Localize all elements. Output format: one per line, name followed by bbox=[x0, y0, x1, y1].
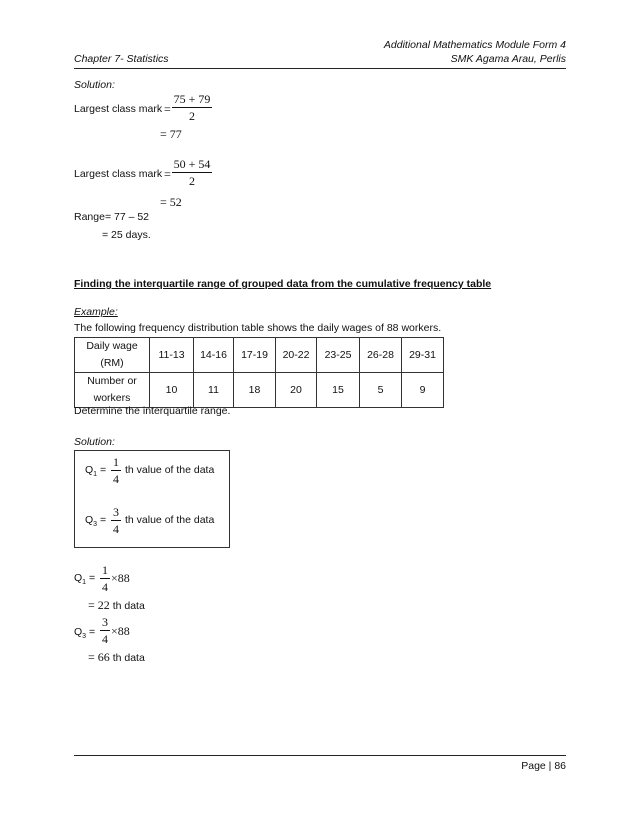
fraction-bar bbox=[172, 172, 212, 173]
q-equals: = bbox=[97, 514, 107, 526]
result-77: = 77 bbox=[160, 127, 182, 141]
fraction-denominator: 4 bbox=[102, 580, 108, 594]
q3-calc-label bbox=[74, 626, 95, 640]
footer-rule bbox=[74, 755, 566, 756]
row-header-line: Daily wage bbox=[86, 340, 138, 352]
table-row bbox=[75, 338, 444, 373]
q-subscript: 1 bbox=[93, 471, 98, 479]
q-equals: = bbox=[86, 572, 96, 584]
header-rule bbox=[74, 68, 566, 69]
fraction-denominator: 2 bbox=[189, 109, 195, 123]
frequency-cell: 20 bbox=[276, 373, 317, 408]
row-header-line: Number or bbox=[87, 375, 137, 387]
row-header-line: (RM) bbox=[100, 357, 124, 369]
q-letter: Q bbox=[85, 514, 94, 526]
fraction-numerator: 1 bbox=[113, 455, 119, 469]
frequency-cell: 15 bbox=[317, 373, 360, 408]
row-header-line: workers bbox=[93, 392, 131, 404]
fraction-bar bbox=[100, 578, 110, 579]
fraction-one-quarter bbox=[111, 455, 121, 486]
th-data-text: th data bbox=[112, 652, 145, 664]
frequency-cell: 9 bbox=[402, 373, 444, 408]
q3-result-value: = 66 bbox=[88, 650, 110, 664]
class-cell: 29-31 bbox=[402, 338, 444, 373]
class-cell: 14-16 bbox=[194, 338, 234, 373]
th-value-text: th value of the data bbox=[125, 514, 215, 526]
equals-sign: = bbox=[164, 102, 171, 116]
q-letter: Q bbox=[74, 626, 83, 638]
fraction-numerator: 75 + 79 bbox=[173, 92, 211, 106]
class-cell: 11-13 bbox=[150, 338, 194, 373]
page-number: Page | 86 bbox=[521, 760, 566, 772]
th-data-text: th data bbox=[112, 600, 145, 612]
q-subscript: 3 bbox=[93, 521, 98, 529]
fraction-denominator: 2 bbox=[189, 174, 195, 188]
chapter-title: Chapter 7- Statistics bbox=[74, 53, 169, 65]
fraction-bar bbox=[100, 630, 110, 631]
th-value-text: th value of the data bbox=[125, 464, 215, 476]
solution-heading: Solution: bbox=[74, 79, 115, 91]
range-result: = 25 days. bbox=[102, 229, 151, 241]
fraction-bar bbox=[172, 107, 212, 108]
fraction-three-quarters bbox=[111, 505, 121, 536]
fraction-numerator: 3 bbox=[102, 615, 108, 629]
q-letter: Q bbox=[85, 464, 94, 476]
q-equals: = bbox=[86, 626, 96, 638]
row-header-number-of-workers bbox=[75, 373, 150, 408]
example-question: Determine the interquartile range. bbox=[74, 405, 231, 417]
row-header-daily-wage bbox=[75, 338, 150, 373]
book-title: Additional Mathematics Module Form 4 bbox=[383, 39, 566, 51]
fraction-75-79 bbox=[172, 92, 212, 123]
section-title: Finding the interquartile range of grouped data from the cumulative frequency table bbox=[74, 278, 492, 290]
frequency-cell: 5 bbox=[360, 373, 402, 408]
equals-sign: = bbox=[164, 167, 171, 181]
frequency-cell: 18 bbox=[234, 373, 276, 408]
class-cell: 20-22 bbox=[276, 338, 317, 373]
quartile-formula-box bbox=[74, 450, 230, 548]
school-name: SMK Agama Arau, Perlis bbox=[450, 53, 566, 65]
q3-label bbox=[85, 514, 106, 528]
example-heading: Example: bbox=[74, 306, 118, 318]
fraction-50-54 bbox=[172, 157, 212, 188]
fraction-denominator: 4 bbox=[113, 522, 119, 536]
frequency-cell: 11 bbox=[194, 373, 234, 408]
fraction-numerator: 3 bbox=[113, 505, 119, 519]
class-cell: 23-25 bbox=[317, 338, 360, 373]
table-row bbox=[75, 373, 444, 408]
q3-result bbox=[88, 650, 145, 665]
q-subscript: 3 bbox=[82, 633, 87, 641]
frequency-table bbox=[74, 337, 444, 408]
q1-result-value: = 22 bbox=[88, 598, 110, 612]
q-letter: Q bbox=[74, 572, 83, 584]
fraction-denominator: 4 bbox=[102, 632, 108, 646]
largest-class-mark-label: Largest class mark bbox=[74, 103, 163, 115]
class-cell: 17-19 bbox=[234, 338, 276, 373]
fraction-bar bbox=[111, 470, 121, 471]
example-intro: The following frequency distribution table shows the daily wages of 88 workers. bbox=[74, 322, 442, 334]
fraction-numerator: 1 bbox=[102, 563, 108, 577]
q-subscript: 1 bbox=[82, 579, 87, 587]
class-cell: 26-28 bbox=[360, 338, 402, 373]
fraction-numerator: 50 + 54 bbox=[173, 157, 211, 171]
fraction-three-quarters bbox=[100, 615, 110, 646]
fraction-bar bbox=[111, 520, 121, 521]
largest-class-mark-label: Largest class mark bbox=[74, 168, 163, 180]
q1-calc-label bbox=[74, 572, 95, 586]
range-line: Range= 77 – 52 bbox=[74, 211, 150, 223]
q1-result bbox=[88, 598, 145, 613]
q-equals: = bbox=[97, 464, 107, 476]
times-88: ×88 bbox=[111, 624, 130, 638]
solution-heading: Solution: bbox=[74, 436, 115, 448]
frequency-cell: 10 bbox=[150, 373, 194, 408]
times-88: ×88 bbox=[111, 571, 130, 585]
q1-label bbox=[85, 464, 106, 478]
result-52: = 52 bbox=[160, 195, 182, 209]
fraction-denominator: 4 bbox=[113, 472, 119, 486]
fraction-one-quarter bbox=[100, 563, 110, 594]
